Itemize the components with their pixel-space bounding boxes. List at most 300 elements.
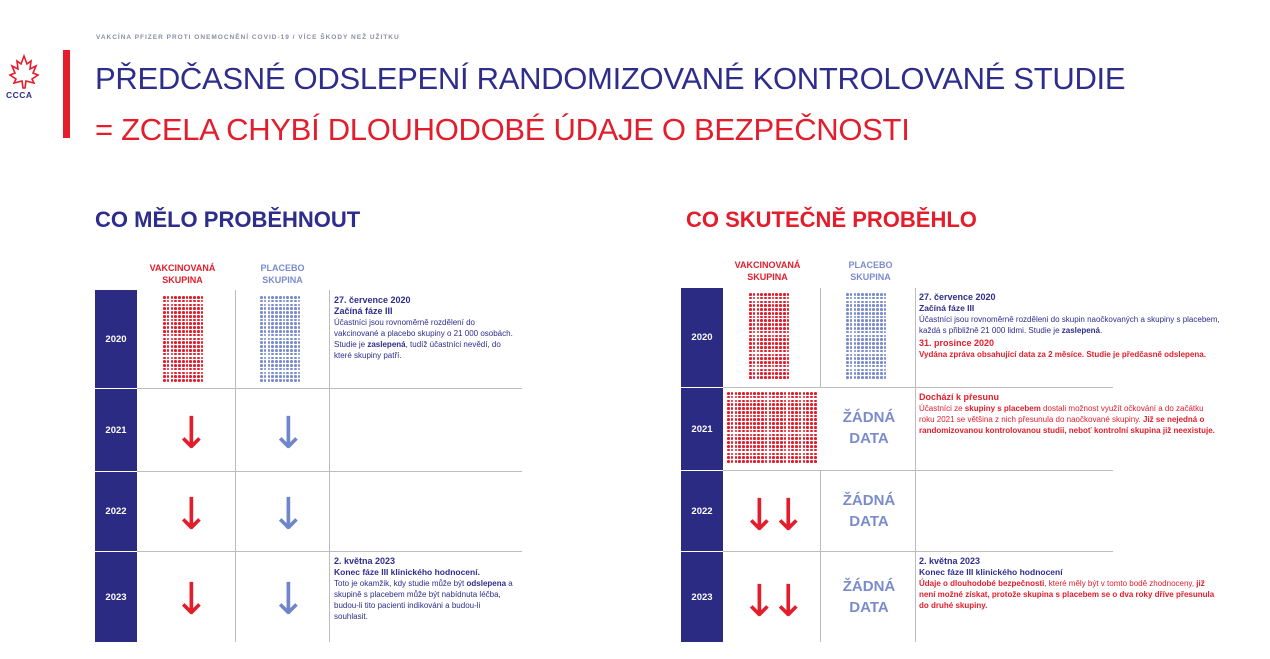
participant-dot [757, 415, 760, 418]
participant-dot [768, 319, 771, 322]
participant-dot [757, 376, 760, 379]
participant-dot [799, 449, 802, 452]
participant-dot [186, 349, 189, 352]
participant-dot [286, 296, 289, 299]
participant-dot [757, 430, 760, 433]
participant-dot [779, 342, 782, 345]
participant-dot [742, 430, 745, 433]
year-2020: 2020 [681, 288, 723, 387]
participant-dot [279, 311, 282, 314]
participant-dot [735, 437, 738, 440]
participant-dot [765, 445, 768, 448]
participant-dot [884, 350, 887, 353]
participant-dot [294, 330, 297, 333]
participant-dot [178, 345, 181, 348]
participant-dot [757, 316, 760, 319]
participant-dot [171, 372, 174, 375]
participant-dot [810, 449, 813, 452]
participant-dot [795, 445, 798, 448]
participant-dot [174, 357, 177, 360]
divider [235, 290, 236, 642]
participant-dot [290, 349, 293, 352]
participant-dot [275, 368, 278, 371]
participant-dot [742, 456, 745, 459]
participant-dot [275, 300, 278, 303]
participant-dot [201, 357, 204, 360]
participant-dot [854, 308, 857, 311]
participant-dot [193, 311, 196, 314]
participant-dot [764, 319, 767, 322]
participant-dot [182, 300, 185, 303]
participant-dot [742, 411, 745, 414]
participant-dot [880, 319, 883, 322]
participant-dot [788, 418, 791, 421]
participant-dot [757, 293, 760, 296]
participant-dot [760, 372, 763, 375]
participant-dot [298, 379, 301, 382]
participant-dot [775, 350, 778, 353]
participant-dot [857, 327, 860, 330]
participant-dot [772, 403, 775, 406]
participant-dot [760, 346, 763, 349]
participant-dot [810, 434, 813, 437]
participant-dot [795, 411, 798, 414]
participant-dot [876, 301, 879, 304]
participant-dot [795, 403, 798, 406]
participant-dot [810, 418, 813, 421]
participant-dot [182, 353, 185, 356]
participant-dot [764, 361, 767, 364]
participant-dot [742, 422, 745, 425]
participant-dot [742, 418, 745, 421]
participant-dot [260, 304, 263, 307]
participant-dot [760, 293, 763, 296]
participant-dot [861, 319, 864, 322]
participant-dot [780, 422, 783, 425]
participant-dot [780, 441, 783, 444]
participant-dot [167, 368, 170, 371]
participant-dot [846, 350, 849, 353]
participant-dot [780, 400, 783, 403]
participant-dot [865, 376, 868, 379]
participant-dot [810, 392, 813, 395]
participant-dot [795, 422, 798, 425]
participant-dot [757, 323, 760, 326]
participant-dot [764, 293, 767, 296]
participant-dot [869, 342, 872, 345]
participant-dot [846, 301, 849, 304]
participant-dot [803, 437, 806, 440]
participant-dot [268, 319, 271, 322]
participant-dot [167, 349, 170, 352]
participant-dot [294, 360, 297, 363]
participant-dot [279, 353, 282, 356]
participant-dot [765, 411, 768, 414]
participant-dot [749, 376, 752, 379]
participant-dot [193, 357, 196, 360]
participant-dot [271, 379, 274, 382]
participant-dot [182, 338, 185, 341]
participant-dot [846, 327, 849, 330]
participant-dot [271, 330, 274, 333]
participant-dot [731, 415, 734, 418]
participant-dot [806, 407, 809, 410]
participant-dot [298, 338, 301, 341]
participant-dot [779, 338, 782, 341]
participant-dot [174, 349, 177, 352]
participant-dot [799, 434, 802, 437]
participant-dot [779, 346, 782, 349]
participant-dot [795, 460, 798, 463]
divider [137, 388, 522, 389]
participant-dot [761, 396, 764, 399]
participant-dot [784, 441, 787, 444]
participant-dot [861, 357, 864, 360]
participant-dot [735, 453, 738, 456]
participant-dot [178, 307, 181, 310]
participant-dot [850, 319, 853, 322]
participant-dot [189, 322, 192, 325]
participant-dot [753, 400, 756, 403]
participant-dot [178, 315, 181, 318]
participant-dot [279, 372, 282, 375]
participant-dot [174, 364, 177, 367]
participant-dot [264, 364, 267, 367]
participant-dot [772, 331, 775, 334]
participant-dot [769, 426, 772, 429]
participant-dot [753, 449, 756, 452]
participant-dot [197, 349, 200, 352]
participant-dot [178, 322, 181, 325]
participant-dot [294, 368, 297, 371]
participant-dot [884, 297, 887, 300]
participant-dot [290, 322, 293, 325]
participant-dot [186, 375, 189, 378]
participant-dot [787, 338, 790, 341]
participant-dot [876, 327, 879, 330]
participant-dot [769, 422, 772, 425]
left-col-placebo-header [240, 262, 325, 286]
participant-dot [294, 322, 297, 325]
participant-dot [779, 308, 782, 311]
participant-dot [810, 460, 813, 463]
participant-dot [876, 304, 879, 307]
participant-dot [727, 396, 730, 399]
participant-dot [803, 418, 806, 421]
participant-dot [850, 376, 853, 379]
participant-dot [869, 376, 872, 379]
participant-dot [803, 415, 806, 418]
participant-dot [772, 441, 775, 444]
participant-dot [776, 422, 779, 425]
participant-dot [791, 396, 794, 399]
participant-dot [872, 350, 875, 353]
participant-dot [787, 350, 790, 353]
participant-dot [795, 456, 798, 459]
participant-dot [783, 354, 786, 357]
participant-dot [163, 330, 166, 333]
participant-dot [772, 304, 775, 307]
participant-dot [738, 460, 741, 463]
participant-dot [749, 357, 752, 360]
participant-dot [174, 307, 177, 310]
participant-dot [738, 430, 741, 433]
participant-dot [806, 396, 809, 399]
participant-dot [731, 460, 734, 463]
participant-dot [814, 434, 817, 437]
participant-dot [275, 372, 278, 375]
participant-dot [279, 304, 282, 307]
participant-dot [201, 311, 204, 314]
participant-dot [768, 350, 771, 353]
participant-dot [750, 415, 753, 418]
participant-dot [760, 327, 763, 330]
col-label: SKUPINA [850, 272, 891, 282]
participant-dot [865, 342, 868, 345]
note-phase: Začíná fáze III [919, 303, 975, 313]
participant-dot [861, 323, 864, 326]
participant-dot [279, 357, 282, 360]
left-heading: CO MĚLO PROBĚHNOUT [95, 207, 361, 232]
participant-dot [880, 312, 883, 315]
participant-dot [178, 379, 181, 382]
participant-dot [260, 315, 263, 318]
participant-dot [731, 392, 734, 395]
participant-dot [268, 368, 271, 371]
participant-dot [760, 323, 763, 326]
participant-dot [880, 323, 883, 326]
participant-dot [260, 300, 263, 303]
participant-dot [727, 400, 730, 403]
participant-dot [298, 311, 301, 314]
participant-dot [768, 376, 771, 379]
participant-dot [163, 296, 166, 299]
participant-dot [857, 331, 860, 334]
participant-dot [876, 357, 879, 360]
year-2023: 2023 [95, 552, 137, 642]
participant-dot [746, 445, 749, 448]
participant-dot [268, 334, 271, 337]
participant-dot [803, 407, 806, 410]
participant-dot [806, 400, 809, 403]
participant-dot [784, 400, 787, 403]
participant-dot [298, 357, 301, 360]
no-data-line: DATA [849, 599, 889, 616]
participant-dot [757, 437, 760, 440]
participant-dot [876, 319, 879, 322]
divider [723, 551, 1113, 552]
participant-dot [283, 379, 286, 382]
participant-dot [788, 407, 791, 410]
participant-dot [735, 411, 738, 414]
participant-dot [857, 369, 860, 372]
participant-dot [850, 293, 853, 296]
participant-dot [742, 449, 745, 452]
participant-dot [283, 338, 286, 341]
participant-dot [178, 349, 181, 352]
participant-dot [846, 372, 849, 375]
participant-dot [869, 316, 872, 319]
participant-dot [761, 418, 764, 421]
participant-dot [298, 307, 301, 310]
participant-dot [186, 315, 189, 318]
participant-dot [787, 346, 790, 349]
participant-dot [193, 322, 196, 325]
participant-dot [775, 357, 778, 360]
participant-dot [197, 319, 200, 322]
participant-dot [750, 403, 753, 406]
participant-dot [753, 308, 756, 311]
participant-dot [787, 304, 790, 307]
participant-dot [178, 338, 181, 341]
participant-dot [772, 415, 775, 418]
participant-dot [791, 411, 794, 414]
participant-dot [731, 441, 734, 444]
participant-dot [171, 311, 174, 314]
participant-dot [787, 357, 790, 360]
participant-dot [784, 460, 787, 463]
participant-dot [764, 342, 767, 345]
participant-dot [275, 341, 278, 344]
participant-dot [795, 426, 798, 429]
participant-dot [201, 296, 204, 299]
participant-dot [182, 357, 185, 360]
participant-dot [761, 392, 764, 395]
participant-dot [753, 369, 756, 372]
participant-dot [186, 319, 189, 322]
participant-dot [178, 319, 181, 322]
participant-dot [279, 330, 282, 333]
participant-dot [186, 357, 189, 360]
participant-dot [810, 441, 813, 444]
participant-dot [760, 297, 763, 300]
logo-text: CCCA [6, 90, 33, 100]
participant-dot [735, 426, 738, 429]
participant-dot [294, 304, 297, 307]
participant-dot [757, 319, 760, 322]
participant-dot [290, 304, 293, 307]
participant-dot [174, 375, 177, 378]
participant-dot [275, 357, 278, 360]
participant-dot [806, 415, 809, 418]
participant-dot [271, 311, 274, 314]
participant-dot [182, 319, 185, 322]
participant-dot [787, 293, 790, 296]
participant-dot [731, 396, 734, 399]
participant-dot [806, 418, 809, 421]
participant-dot [876, 369, 879, 372]
participant-dot [260, 319, 263, 322]
participant-dot [290, 311, 293, 314]
participant-dot [738, 441, 741, 444]
participant-dot [768, 308, 771, 311]
participant-dot [884, 365, 887, 368]
participant-dot [283, 349, 286, 352]
participant-dot [178, 300, 181, 303]
participant-dot [290, 372, 293, 375]
participant-dot [283, 364, 286, 367]
participant-dot [791, 426, 794, 429]
participant-dot [189, 338, 192, 341]
participant-dot [854, 301, 857, 304]
col-label: VAKCINOVANÁ [149, 263, 216, 273]
participant-dot [768, 312, 771, 315]
participant-dot [803, 411, 806, 414]
participant-dot [869, 354, 872, 357]
participant-dot [761, 430, 764, 433]
participant-dot [735, 460, 738, 463]
participant-dot [861, 369, 864, 372]
participant-dot [776, 453, 779, 456]
participant-dot [294, 372, 297, 375]
participant-dot [264, 311, 267, 314]
participant-dot [791, 449, 794, 452]
participant-dot [268, 360, 271, 363]
participant-dot [749, 327, 752, 330]
participant-dot [298, 375, 301, 378]
participant-dot [279, 322, 282, 325]
participant-dot [869, 308, 872, 311]
participant-dot [264, 357, 267, 360]
participant-dot [731, 418, 734, 421]
participant-dot [286, 345, 289, 348]
participant-dot [880, 297, 883, 300]
placebo-group-dots [846, 293, 886, 379]
participant-dot [776, 407, 779, 410]
participant-dot [799, 403, 802, 406]
participant-dot [271, 338, 274, 341]
participant-dot [260, 341, 263, 344]
participant-dot [761, 460, 764, 463]
participant-dot [846, 297, 849, 300]
participant-dot [290, 360, 293, 363]
participant-dot [846, 357, 849, 360]
participant-dot [260, 364, 263, 367]
participant-dot [268, 315, 271, 318]
participant-dot [803, 396, 806, 399]
participant-dot [178, 334, 181, 337]
participant-dot [775, 308, 778, 311]
participant-dot [876, 316, 879, 319]
participant-dot [186, 326, 189, 329]
participant-dot [279, 315, 282, 318]
participant-dot [286, 364, 289, 367]
participant-dot [884, 338, 887, 341]
participant-dot [772, 308, 775, 311]
participant-dot [286, 379, 289, 382]
participant-dot [787, 301, 790, 304]
note-bold: Údaje o dlouhodobé bezpečnosti [919, 579, 1045, 588]
participant-dot [275, 379, 278, 382]
participant-dot [279, 368, 282, 371]
participant-dot [880, 338, 883, 341]
participant-dot [780, 437, 783, 440]
participant-dot [727, 445, 730, 448]
participant-dot [750, 441, 753, 444]
participant-dot [795, 418, 798, 421]
participant-dot [814, 445, 817, 448]
participant-dot [780, 426, 783, 429]
participant-dot [769, 400, 772, 403]
participant-dot [264, 341, 267, 344]
participant-dot [757, 422, 760, 425]
participant-dot [846, 308, 849, 311]
participant-dot [861, 376, 864, 379]
participant-dot [850, 301, 853, 304]
participant-dot [760, 308, 763, 311]
participant-dot [791, 403, 794, 406]
participant-dot [189, 349, 192, 352]
